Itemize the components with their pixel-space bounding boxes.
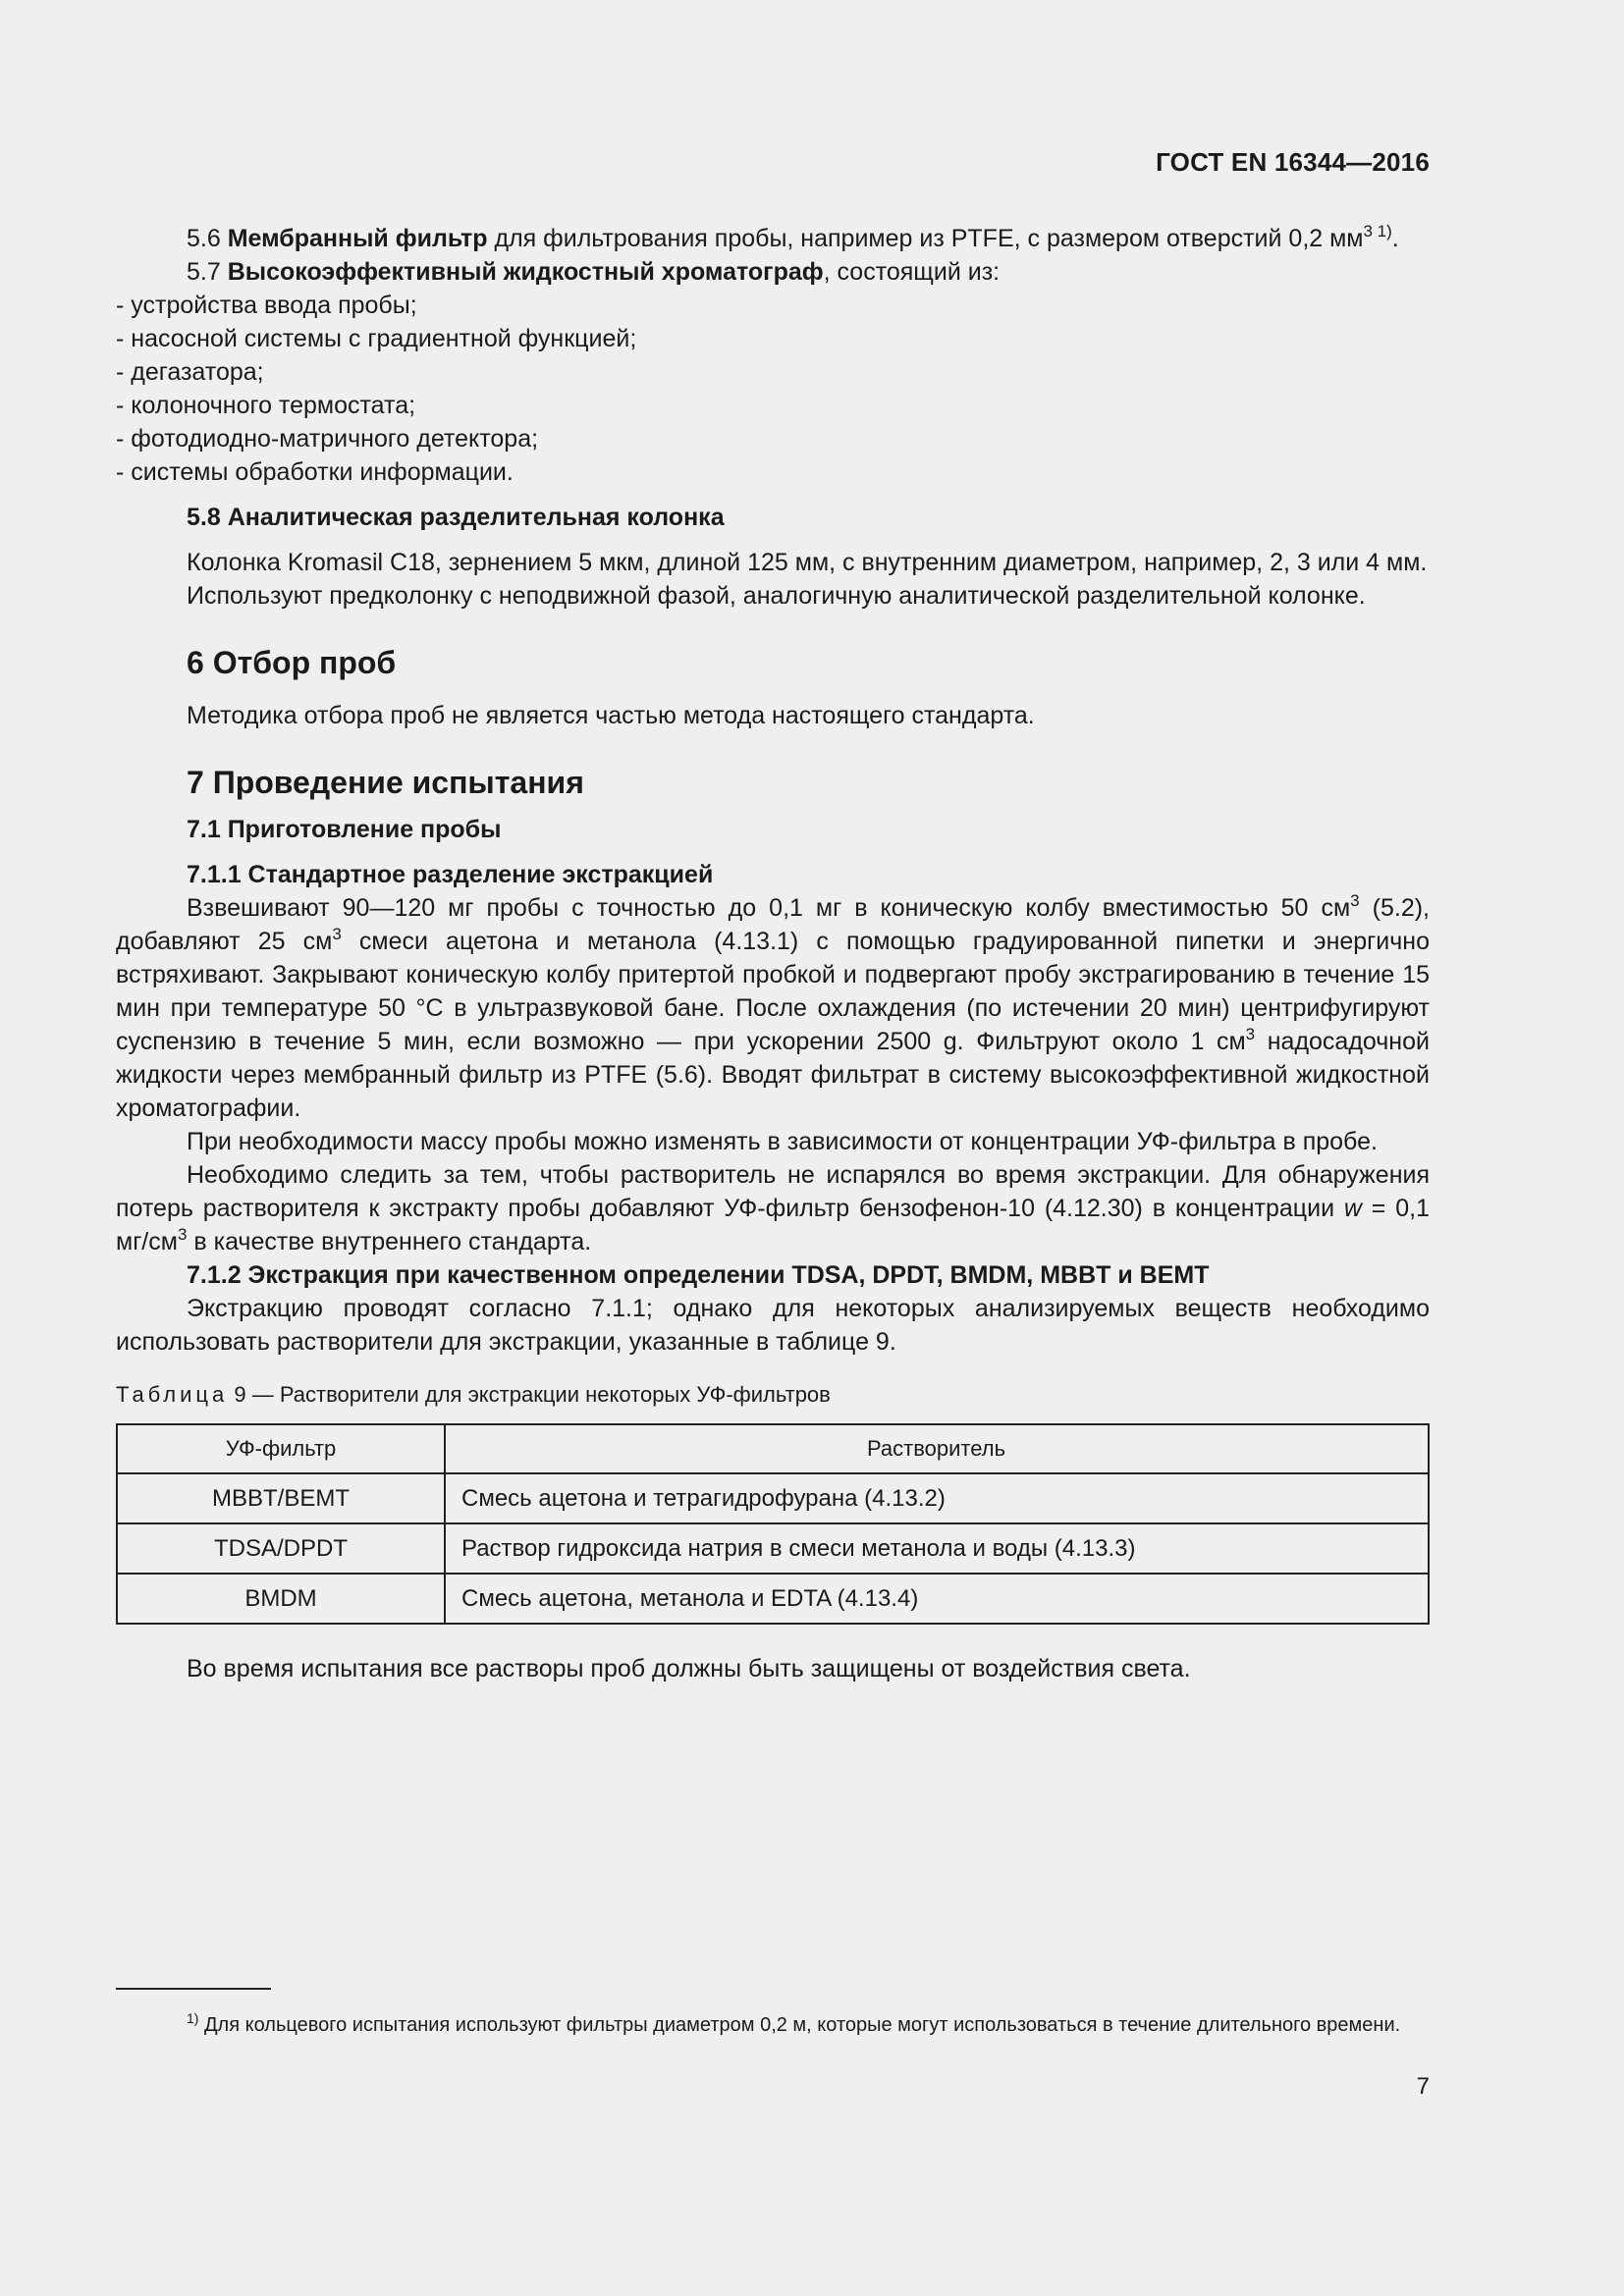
table-header-row xyxy=(117,1424,1429,1473)
footnote xyxy=(116,2010,1430,2040)
table-cell: MBBT/BEMT xyxy=(117,1473,445,1523)
superscript: 3 xyxy=(1350,891,1360,910)
column-header: Растворитель xyxy=(445,1424,1429,1473)
heading-7: 7 Проведение испытания xyxy=(187,765,584,800)
clause-end: . xyxy=(1391,225,1399,252)
heading-7-1-2: 7.1.2 Экстракция при качественном определении TDSA, DPDT, BMDM, MBBT и BEMT xyxy=(187,1261,1210,1289)
paragraph: Используют предколонку с неподвижной фазой, аналогичную аналитической разделительной колонке. xyxy=(187,582,1366,610)
paragraph: Во время испытания все растворы проб должны быть защищены от воздействия света. xyxy=(187,1655,1191,1682)
table-cell: TDSA/DPDT xyxy=(117,1523,445,1574)
table-cell: Смесь ацетона, метанола и EDTA (4.13.4) xyxy=(445,1574,1429,1624)
variable: w xyxy=(1343,1195,1362,1222)
clause-text: для фильтрования пробы, например из PTFE, с размером отверстий 0,2 мм xyxy=(487,225,1364,252)
list-item: - колоночного термостата; xyxy=(116,392,416,419)
footnote-separator xyxy=(116,1988,271,1990)
page-content xyxy=(116,222,1430,1685)
footnote-mark: 1) xyxy=(187,2010,199,2026)
list-item: - системы обработки информации. xyxy=(116,458,514,486)
column-header: УФ-фильтр xyxy=(117,1424,445,1473)
table-cell: Смесь ацетона и тетрагидрофурана (4.13.2) xyxy=(445,1473,1429,1523)
paragraph: При необходимости массу пробы можно изменять в зависимости от концентрации УФ-фильтра в пробе. xyxy=(187,1128,1378,1155)
heading-5-8: 5.8 Аналитическая разделительная колонка xyxy=(187,504,725,531)
text-run: смеси ацетона и метанола (4.13.1) с помощью градуированной пипетки и энергично встряхивают. Закрывают коническую колбу притертой пробкой и подвергают пробу экстрагированию в течение 15 мин при температуре 50 °С в ультразвуковой бане. После охлаждения (по истечении 20 мин) центрифугируют суспензию в течение 5 мин, если возможно — при ускорении 2500 g. Фильтруют около 1 см xyxy=(116,928,1430,1055)
paragraph: Методика отбора проб не является частью метода настоящего стандарта. xyxy=(187,702,1035,729)
page-number: 7 xyxy=(1416,2073,1430,2100)
text-run: в качестве внутреннего стандарта. xyxy=(187,1228,592,1255)
term: Высокоэффективный жидкостный хроматограф xyxy=(227,258,824,286)
section-5-6 xyxy=(116,222,1430,255)
clause-number: 5.7 xyxy=(187,258,228,286)
list-item: - фотодиодно-матричного детектора; xyxy=(116,425,539,453)
heading-7-1-1: 7.1.1 Стандартное разделение экстракцией xyxy=(187,861,714,888)
table-cell: Раствор гидроксида натрия в смеси метанола и воды (4.13.3) xyxy=(445,1523,1429,1574)
heading-7-1: 7.1 Приготовление пробы xyxy=(187,816,502,843)
text-run: надосадочной жидкости через мембранный фильтр из PTFE (5.6). Вводят фильтрат в систему высокоэффективной жидкостной хроматографии. xyxy=(116,1028,1430,1122)
clause-number: 5.6 xyxy=(187,225,228,252)
caption-text: 9 — Растворители для экстракции некоторых УФ-фильтров xyxy=(228,1382,831,1407)
term: Мембранный фильтр xyxy=(227,225,488,252)
text-run: (5.2), добавляют 25 см xyxy=(116,894,1431,955)
document-header: ГОСТ EN 16344—2016 xyxy=(1156,147,1430,177)
list-item: - дегазатора; xyxy=(116,358,264,386)
superscript: 3 xyxy=(1245,1025,1256,1043)
heading-6: 6 Отбор проб xyxy=(187,645,397,680)
paragraph: Экстракцию проводят согласно 7.1.1; однако для некоторых анализируемых веществ необходимо использовать растворители для экстракции, указанные в таблице 9. xyxy=(116,1295,1430,1356)
footnote-text: Для кольцевого испытания используют фильтры диаметром 0,2 м, которые могут использоваться в течение длительного времени. xyxy=(198,2014,1401,2036)
section-5-7 xyxy=(116,255,1430,289)
paragraph xyxy=(116,1158,1430,1258)
list-item: - устройства ввода пробы; xyxy=(116,292,417,319)
text-run: Взвешивают 90—120 мг пробы с точностью до 0,1 мг в коническую колбу вместимостью 50 см xyxy=(187,894,1351,922)
text-run: Необходимо следить за тем, чтобы растворитель не испарялся во время экстракции. Для обнаружения потерь растворителя к экстракту пробы добавляют УФ-фильтр бензофенон-10 (4.12.30) в концентрации xyxy=(116,1161,1430,1222)
superscript: 3 1) xyxy=(1363,222,1392,240)
table-row xyxy=(117,1473,1429,1523)
superscript: 3 xyxy=(177,1225,188,1244)
text-run: = 0,1 мг/см xyxy=(116,1195,1430,1255)
footnote-indent xyxy=(116,2014,187,2036)
clause-text: , состоящий из: xyxy=(823,258,1001,286)
table-row xyxy=(117,1574,1429,1624)
table-row xyxy=(117,1523,1429,1574)
superscript: 3 xyxy=(332,925,342,943)
paragraph: Колонка Kromasil C18, зернением 5 мкм, длиной 125 мм, с внутренним диаметром, например, 2, 3 или 4 мм. xyxy=(187,549,1428,576)
caption-label: Таблица xyxy=(116,1382,229,1407)
list-item: - насосной системы с градиентной функцией; xyxy=(116,325,637,352)
solvents-table xyxy=(116,1423,1430,1625)
paragraph xyxy=(116,891,1430,1125)
table-cell: BMDM xyxy=(117,1574,445,1624)
table-caption xyxy=(116,1378,1430,1412)
component-list xyxy=(116,289,1430,489)
